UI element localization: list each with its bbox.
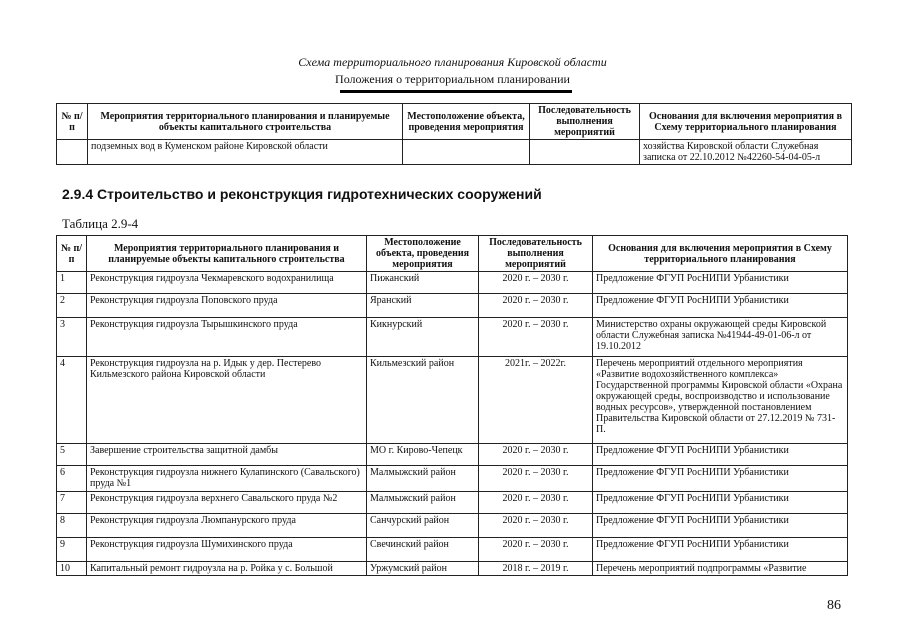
cell-period: 2020 г. – 2030 г.: [479, 318, 593, 357]
table-row: [57, 538, 848, 562]
column-header: Основания для включения мероприятия в Схему территориального планирования: [593, 236, 848, 272]
table-row: [57, 318, 848, 357]
cell-period: 2020 г. – 2030 г.: [479, 272, 593, 294]
cell-basis: Предложение ФГУП РосНИПИ Урбанистики: [593, 272, 848, 294]
cell-measure: подземных вод в Куменском районе Кировской области: [88, 140, 403, 165]
table-row: [57, 294, 848, 318]
cell-num: 9: [57, 538, 87, 562]
cell-measure: Реконструкция гидроузла нижнего Кулапинского (Савальского) пруда №1: [87, 466, 367, 492]
cell-num: 5: [57, 444, 87, 466]
cell-period: 2020 г. – 2030 г.: [479, 294, 593, 318]
cell-num: 3: [57, 318, 87, 357]
cell-num: 7: [57, 492, 87, 514]
section-heading: 2.9.4 Строительство и реконструкция гидротехнических сооружений: [62, 186, 542, 202]
cell-basis: Министерство охраны окружающей среды Кировской области Служебная записка №41944-49-01-06-л от 19.10.2012: [593, 318, 848, 357]
cell-basis: хозяйства Кировской области Служебная записка от 22.10.2012 №42260-54-04-05-л: [640, 140, 852, 165]
cell-location: Яранский: [367, 294, 479, 318]
table-row: [57, 444, 848, 466]
hydro-structures-table: [56, 235, 848, 576]
cell-measure: Реконструкция гидроузла на р. Идык у дер. Пестерево Кильмезского района Кировской области: [87, 357, 367, 444]
cell-measure: Завершение строительства защитной дамбы: [87, 444, 367, 466]
cell-location: [403, 140, 530, 165]
column-header: № п/п: [57, 236, 87, 272]
cell-measure: Капитальный ремонт гидроузла на р. Ройка у с. Большой: [87, 562, 367, 576]
cell-measure: Реконструкция гидроузла Шумихинского пруда: [87, 538, 367, 562]
table-row: [57, 357, 848, 444]
cell-basis: Перечень мероприятий отдельного мероприятия «Развитие водохозяйственного комплекса» Государственной программы Кировской области «Охрана окружающей среды, воспроизводство и использование водных ресурсов», утвержденной постановлением Правительства Кировской области от 27.12.2019 № 731-П.: [593, 357, 848, 444]
cell-basis: Предложение ФГУП РосНИПИ Урбанистики: [593, 538, 848, 562]
document-subtitle: Положения о территориальном планировании: [335, 72, 570, 86]
document-title: Схема территориального планирования Кировской области: [298, 55, 607, 69]
cell-location: Кикнурский: [367, 318, 479, 357]
column-header: Местоположение объекта, проведения мероприятия: [403, 104, 530, 140]
cell-period: 2018 г. – 2019 г.: [479, 562, 593, 576]
cell-basis: Предложение ФГУП РосНИПИ Урбанистики: [593, 492, 848, 514]
cell-location: Уржумский район: [367, 562, 479, 576]
cell-period: 2020 г. – 2030 г.: [479, 492, 593, 514]
page-number: 86: [827, 598, 841, 613]
cell-basis: Предложение ФГУП РосНИПИ Урбанистики: [593, 294, 848, 318]
table-label: Таблица 2.9-4: [62, 216, 139, 231]
table-row: [57, 562, 848, 576]
cell-num: 6: [57, 466, 87, 492]
table-row: [57, 466, 848, 492]
cell-location: Пижанский: [367, 272, 479, 294]
column-header: Основания для включения мероприятия в Схему территориального планирования: [640, 104, 852, 140]
cell-period: 2020 г. – 2030 г.: [479, 514, 593, 538]
cell-location: Свечинский район: [367, 538, 479, 562]
cell-basis: Предложение ФГУП РосНИПИ Урбанистики: [593, 514, 848, 538]
cell-measure: Реконструкция гидроузла Чекмаревского водохранилища: [87, 272, 367, 294]
cell-basis: Предложение ФГУП РосНИПИ Урбанистики: [593, 466, 848, 492]
table-row: [57, 272, 848, 294]
cell-location: Малмыжский район: [367, 492, 479, 514]
table-continued: [56, 103, 852, 165]
cell-period: 2020 г. – 2030 г.: [479, 466, 593, 492]
cell-period: 2020 г. – 2030 г.: [479, 538, 593, 562]
cell-measure: Реконструкция гидроузла Тырышкинского пруда: [87, 318, 367, 357]
cell-period: 2020 г. – 2030 г.: [479, 444, 593, 466]
column-header: № п/п: [57, 104, 88, 140]
cell-num: [57, 140, 88, 165]
table-row: [57, 140, 852, 165]
header-rule: [340, 90, 572, 93]
column-header: Местоположение объекта, проведения мероприятия: [367, 236, 479, 272]
cell-basis: Предложение ФГУП РосНИПИ Урбанистики: [593, 444, 848, 466]
cell-period: [530, 140, 640, 165]
cell-period: 2021г. – 2022г.: [479, 357, 593, 444]
cell-num: 2: [57, 294, 87, 318]
cell-num: 1: [57, 272, 87, 294]
cell-num: 10: [57, 562, 87, 576]
table-row: [57, 492, 848, 514]
column-header: Последовательность выполнения мероприятий: [530, 104, 640, 140]
cell-location: Кильмезский район: [367, 357, 479, 444]
column-header: Последовательность выполнения мероприятий: [479, 236, 593, 272]
cell-basis: Перечень мероприятий подпрограммы «Развитие: [593, 562, 848, 576]
cell-num: 8: [57, 514, 87, 538]
cell-measure: Реконструкция гидроузла верхнего Савальского пруда №2: [87, 492, 367, 514]
column-header: Мероприятия территориального планирования и планируемые объекты капитального строительства: [88, 104, 403, 140]
cell-measure: Реконструкция гидроузла Люмпанурского пруда: [87, 514, 367, 538]
cell-location: Санчурский район: [367, 514, 479, 538]
table-row: [57, 514, 848, 538]
column-header: Мероприятия территориального планирования и планируемые объекты капитального строительства: [87, 236, 367, 272]
cell-location: Малмыжский район: [367, 466, 479, 492]
cell-measure: Реконструкция гидроузла Поповского пруда: [87, 294, 367, 318]
cell-location: МО г. Кирово-Чепецк: [367, 444, 479, 466]
cell-num: 4: [57, 357, 87, 444]
